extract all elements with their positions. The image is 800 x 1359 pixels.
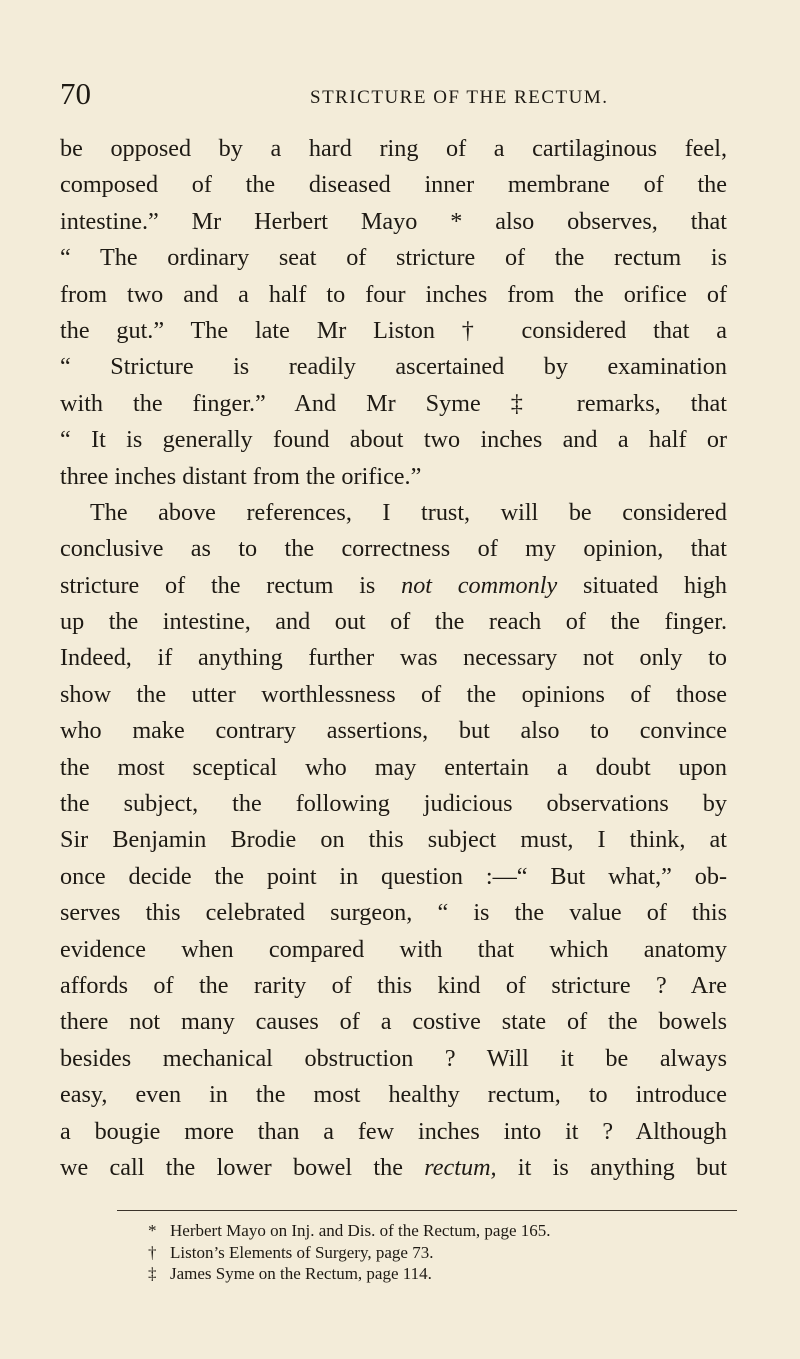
- text-line: the gut.” The late Mr Liston † considered that a: [60, 316, 727, 344]
- footnote: [148, 1263, 728, 1285]
- footnote: [148, 1220, 728, 1242]
- page-number: 70: [60, 76, 91, 111]
- text-line: with the finger.” And Mr Syme ‡ remarks, that: [60, 389, 727, 417]
- footnote-text: James Syme on the Rectum, page 114.: [170, 1264, 432, 1283]
- text-line: easy, even in the most healthy rectum, to introduce: [60, 1081, 727, 1109]
- text-line: up the intestine, and out of the reach of the finger.: [60, 608, 727, 636]
- paragraph-start-line: The above references, I trust, will be considered: [90, 498, 727, 526]
- text-line: from two and a half to four inches from the orifice of: [60, 280, 727, 308]
- text-run: it is anything but: [496, 1153, 727, 1181]
- footnotes: [148, 1220, 728, 1285]
- text-line: “ Stricture is readily ascertained by examination: [60, 353, 727, 381]
- text-line: a bougie more than a few inches into it ? Although: [60, 1117, 727, 1145]
- footnote-mark: †: [148, 1242, 157, 1262]
- text-line: show the utter worthlessness of the opinions of those: [60, 680, 727, 708]
- text-line: affords of the rarity of this kind of stricture ? Are: [60, 971, 727, 999]
- footnote-text: Herbert Mayo on Inj. and Dis. of the Rectum, page 165.: [170, 1221, 551, 1240]
- text-line: once decide the point in question :—“ But what,” ob-: [60, 862, 727, 890]
- paragraph-end-line: three inches distant from the orifice.”: [60, 462, 422, 490]
- text-line: there not many causes of a costive state of the bowels: [60, 1008, 727, 1036]
- text-line: besides mechanical obstruction ? Will it be always: [60, 1044, 727, 1072]
- text-line-with-italic: [60, 568, 727, 604]
- body-text: [60, 131, 727, 1186]
- footnote: [148, 1242, 728, 1264]
- text-line: evidence when compared with that which anatomy: [60, 935, 727, 963]
- text-line: conclusive as to the correctness of my opinion, that: [60, 535, 727, 563]
- text-line: “ It is generally found about two inches and a half or: [60, 426, 727, 454]
- italic-emphasis: rectum,: [424, 1153, 497, 1181]
- text-line: the subject, the following judicious observations by: [60, 790, 727, 818]
- text-line: Indeed, if anything further was necessary not only to: [60, 644, 727, 672]
- footnote-rule: [117, 1210, 737, 1211]
- italic-emphasis: not commonly: [401, 571, 558, 599]
- text-line: composed of the diseased inner membrane of the: [60, 171, 727, 199]
- footnote-text: Liston’s Elements of Surgery, page 73.: [170, 1242, 434, 1262]
- text-line: be opposed by a hard ring of a cartilaginous feel,: [60, 135, 727, 162]
- text-line: “ The ordinary seat of stricture of the rectum is: [60, 244, 727, 272]
- page-header: [60, 74, 740, 114]
- running-head: STRICTURE OF THE RECTUM.: [310, 87, 609, 108]
- footnote-mark: *: [148, 1221, 157, 1240]
- text-line: intestine.” Mr Herbert Mayo * also observes, that: [60, 207, 727, 235]
- text-run: we call the lower bowel the: [60, 1153, 425, 1181]
- text-line: who make contrary assertions, but also to convince: [60, 717, 727, 745]
- text-line: Sir Benjamin Brodie on this subject must, I think, at: [60, 826, 727, 854]
- text-line: the most sceptical who may entertain a doubt upon: [60, 753, 727, 781]
- text-run: stricture of the rectum is: [60, 571, 402, 599]
- text-run: situated high: [557, 571, 727, 599]
- text-line: serves this celebrated surgeon, “ is the value of this: [60, 899, 727, 927]
- text-line-with-italic: [60, 1150, 727, 1186]
- footnote-mark: ‡: [148, 1264, 157, 1283]
